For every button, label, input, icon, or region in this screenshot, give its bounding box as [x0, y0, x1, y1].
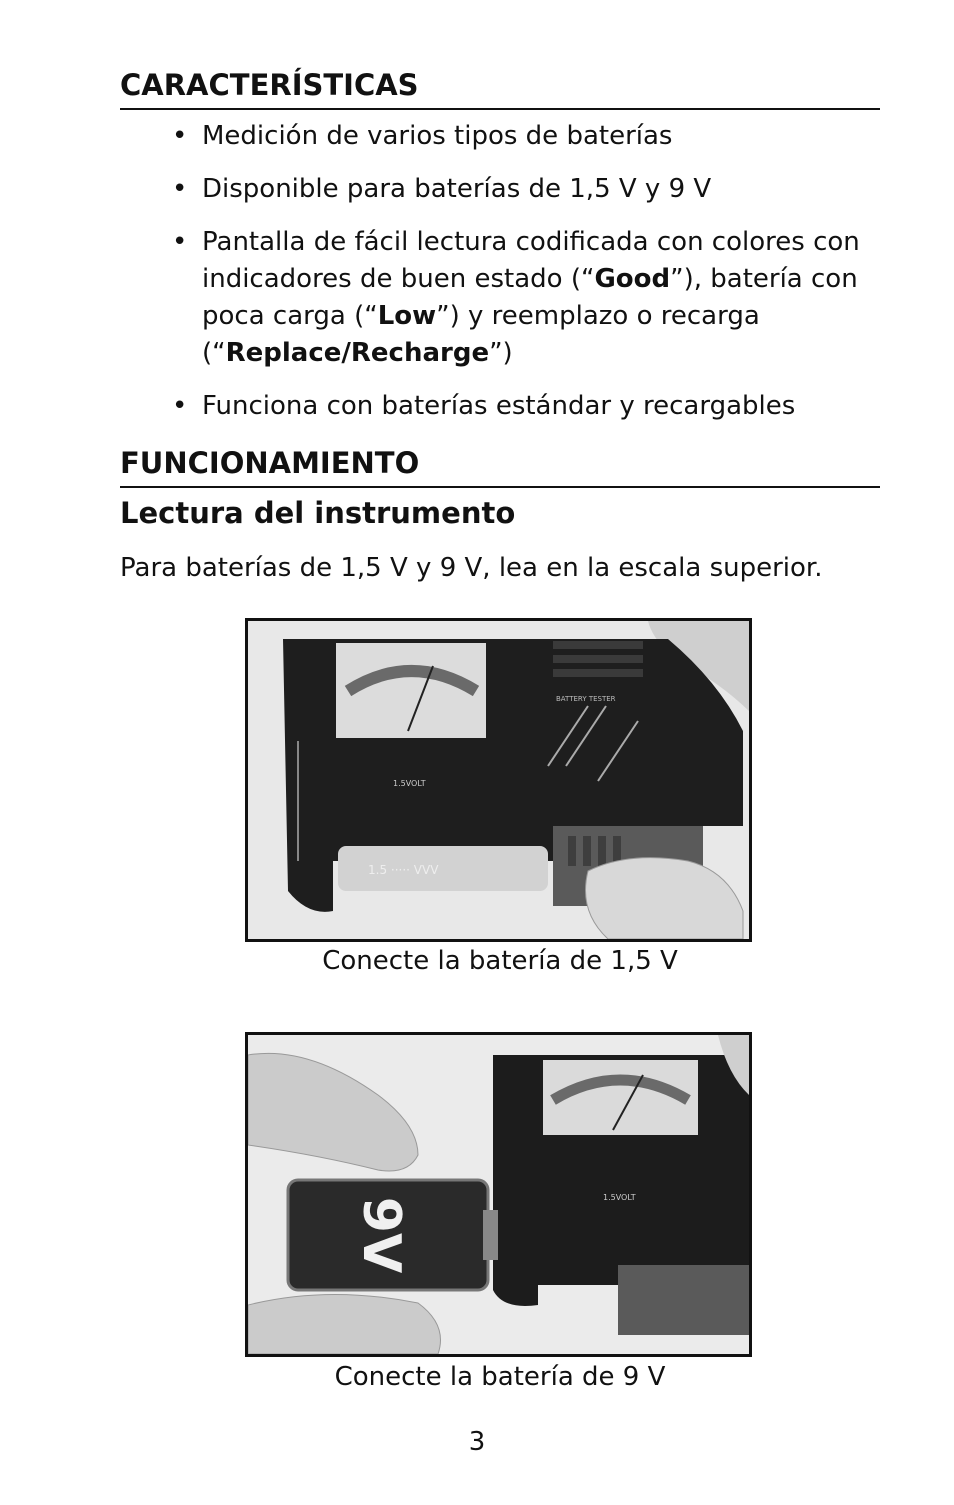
svg-text:1.5VOLT: 1.5VOLT [603, 1193, 636, 1202]
section-title-funcionamiento: FUNCIONAMIENTO [120, 446, 880, 488]
list-item [172, 171, 880, 208]
feature-good-label: Good [594, 264, 671, 294]
intro-paragraph: Para baterías de 1,5 V y 9 V, lea en la escala superior. [120, 553, 823, 583]
feature-text-4: Funciona con baterías estándar y recargables [202, 391, 796, 421]
svg-text:BATTERY TESTER: BATTERY TESTER [556, 695, 616, 703]
battery-9v-label: 9V [351, 1196, 411, 1274]
list-item [172, 118, 880, 155]
bullet-icon: • [172, 391, 188, 421]
feature-text-3d: ”) [489, 338, 513, 368]
battery-tester-9v-illustration [248, 1035, 749, 1354]
svg-text:1.5VOLT: 1.5VOLT [393, 779, 426, 788]
features-list [172, 118, 880, 441]
feature-text-1: Medición de varios tipos de baterías [202, 121, 673, 151]
figure-1-caption: Conecte la batería de 1,5 V [322, 946, 678, 976]
feature-text-3b: ”), batería con poca carga (“ [202, 264, 858, 331]
feature-text-2: Disponible para baterías de 1,5 V y 9 V [202, 174, 712, 204]
bullet-icon: • [172, 227, 188, 257]
svg-text:1.5 ····· VVV: 1.5 ····· VVV [368, 863, 439, 877]
page-number: 3 [468, 1427, 486, 1457]
section-title-caracteristicas: CARACTERÍSTICAS [120, 68, 880, 110]
figure-9v-battery [245, 1032, 752, 1357]
figure-1-5v-battery [245, 618, 752, 942]
feature-text-3a: Pantalla de fácil lectura codificada con colores con indicadores de buen estado (“ [202, 227, 860, 294]
list-item [172, 388, 880, 425]
list-item [172, 224, 880, 372]
battery-tester-illustration [248, 621, 749, 939]
feature-replace-label: Replace/Recharge [225, 338, 490, 368]
feature-low-label: Low [377, 301, 437, 331]
bullet-icon: • [172, 121, 188, 151]
figure-2-caption: Conecte la batería de 9 V [334, 1362, 666, 1392]
feature-text-3c: ”) y reemplazo o recarga (“ [202, 301, 760, 368]
bullet-icon: • [172, 174, 188, 204]
subsection-title-lectura: Lectura del instrumento [120, 496, 516, 530]
